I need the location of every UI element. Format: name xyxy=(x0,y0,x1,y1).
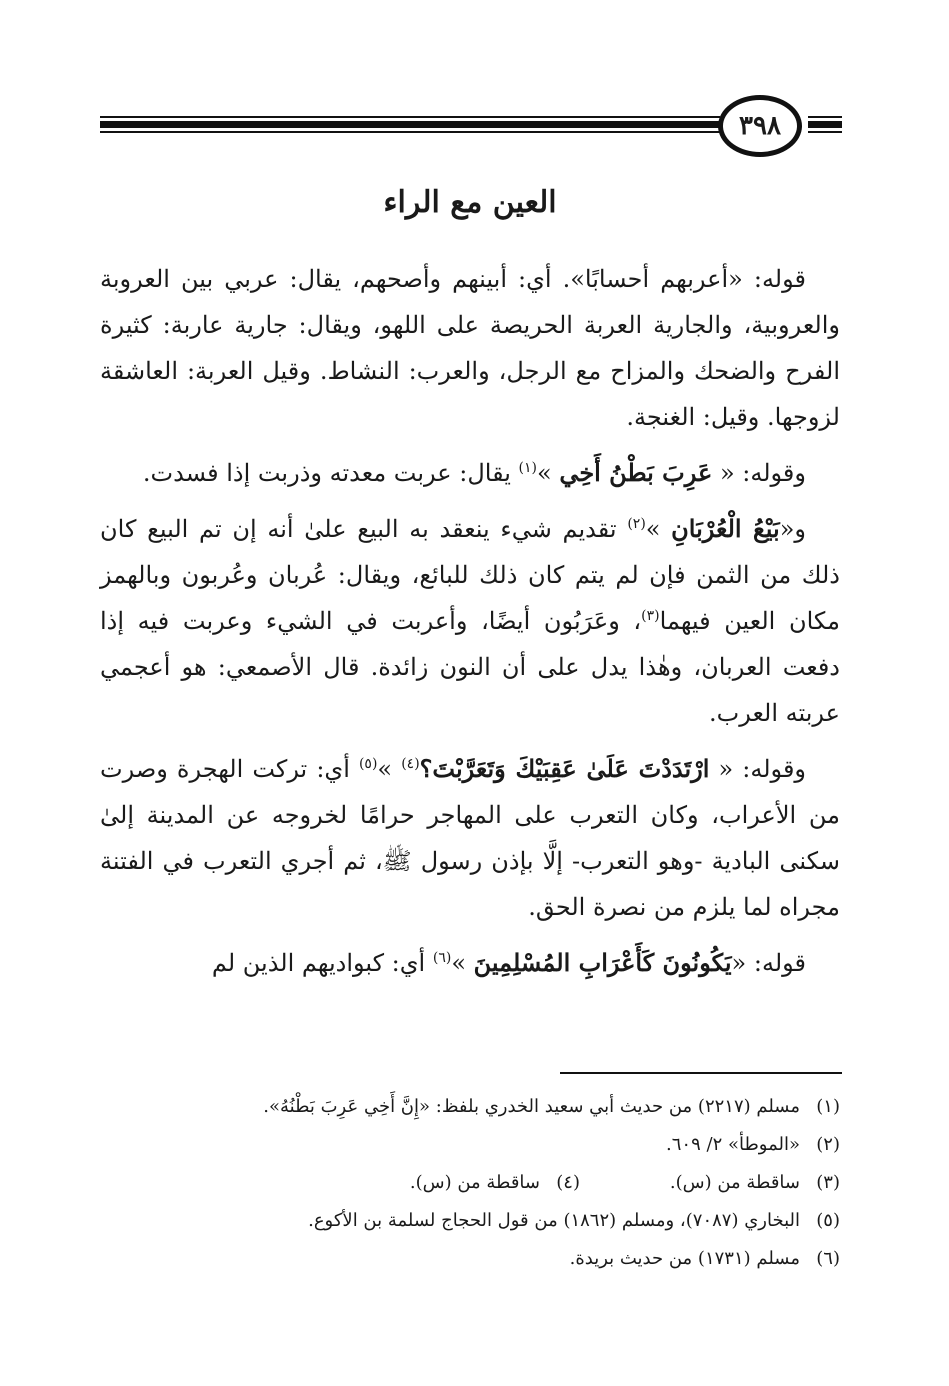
quoted-hadith: يَكُونُونَ كَأَعْرَابِ المُسْلِمِينَ xyxy=(473,948,732,977)
footnote-text: البخاري (٧٠٨٧)، ومسلم (١٨٦٢) من قول الحجاج لسلمة بن الأكوع. xyxy=(308,1210,800,1231)
footnote-item xyxy=(320,1164,580,1202)
header-rule-stub xyxy=(808,131,842,133)
paragraph-text: قوله: «أعربهم أحسابًا». أي: أبينهم وأصحهم، يقال: عربي بين العروبة والعروبية، والجارية العربة الحريصة على اللهو، ويقال: جارية عاربة: كثيرة الفرح والضحك والمزاح مع الرجل، والعرب: النشاط. وقيل العربة: العاشقة لزوجها. وقيل: الغنجة. xyxy=(100,265,840,431)
page-number: ٣٩٨ xyxy=(718,95,802,157)
footnote-divider xyxy=(560,1072,842,1074)
footnote-ref: (٣) xyxy=(641,608,660,624)
paragraph-text: و« xyxy=(779,515,806,543)
paragraph-text: وقوله: « xyxy=(709,755,807,783)
paragraph-text: ، وعَرَبُون أيضًا، وأعربت في الشيء وعربت فيه إذا دفعت العربان، وهٰذا يدل على أن النون زائدة. قال الأصمعي: هو أعجمي عربته العرب. xyxy=(100,607,840,727)
footnote-text: مسلم (٢٢١٧) من حديث أبي سعيد الخدري بلفظ: «إِنَّ أَخِي عَرِبَ بَطْنُهُ». xyxy=(263,1096,800,1117)
footnote-number: (١) xyxy=(816,1096,840,1117)
paragraph-text: » xyxy=(645,515,672,543)
header-rule xyxy=(100,131,720,133)
footnote-text: ساقطة من (س). xyxy=(409,1172,540,1193)
paragraph-text: » xyxy=(537,459,560,487)
paragraph-text: وقوله: « xyxy=(712,459,806,487)
footnote-text: ساقطة من (س). xyxy=(669,1172,800,1193)
paragraph-text: قوله: « xyxy=(731,949,806,977)
body-text xyxy=(100,256,840,996)
paragraph-text: تقديم شيء ينعقد به البيع علىٰ أنه إن تم البيع كان ذلك من الثمن فإن لم يتم كان ذلك للبائع، ويقال: عُربان وعُربون وبالهمز مكان العين فيهما xyxy=(100,515,841,635)
footnote-ref: (٦) xyxy=(432,950,452,966)
page-header xyxy=(0,95,949,165)
footnote-text: مسلم (١٧٣١) من حديث بريدة. xyxy=(569,1248,800,1269)
footnote-row-split xyxy=(100,1164,840,1202)
paragraph-text: » xyxy=(377,755,402,783)
footnote-number: (٥) xyxy=(816,1210,840,1231)
footnote-item xyxy=(100,1240,840,1278)
paragraph xyxy=(100,450,840,496)
footnote-ref: (١) xyxy=(518,460,537,476)
paragraph xyxy=(100,940,840,986)
paragraph-text: » xyxy=(451,949,474,977)
quoted-hadith: بَيْعُ الْعُرْبَانِ xyxy=(671,514,780,543)
footnote-item xyxy=(100,1202,840,1240)
footnote-item xyxy=(580,1164,840,1202)
footnote-ref: (٤) xyxy=(401,756,420,772)
footnote-ref: (٢) xyxy=(627,516,646,532)
footnote-number: (٦) xyxy=(816,1248,840,1269)
footnote-number: (٢) xyxy=(816,1134,840,1155)
header-rule-stub xyxy=(808,121,842,128)
quoted-hadith: عَرِبَ بَطْنُ أَخِي xyxy=(559,458,713,487)
paragraph xyxy=(100,746,840,930)
footnote-item xyxy=(100,1126,840,1164)
section-title: العين مع الراء xyxy=(383,185,557,220)
footnotes xyxy=(100,1088,840,1278)
footnote-item xyxy=(100,1088,840,1126)
paragraph-text: أي: تركت الهجرة وصرت من الأعراب، وكان التعرب على المهاجر حرامًا لخروجه عن المدينة إلىٰ سكنى البادية -وهو التعرب- إلَّا بإذن رسول ﷺ، ثم أجري التعرب في الفتنة مجراه لما يلزم من نصرة الحق. xyxy=(100,755,840,921)
header-rule-stub xyxy=(808,116,842,118)
paragraph xyxy=(100,506,840,736)
paragraph-text: أي: كبواديهم الذين لم xyxy=(211,949,433,977)
header-rule xyxy=(100,116,720,118)
footnote-number: (٣) xyxy=(816,1172,840,1193)
paragraph-text: يقال: عربت معدته وذربت إذا فسدت. xyxy=(142,459,519,487)
header-rule xyxy=(100,121,720,128)
footnote-text: «الموطأ» ٢/ ٦٠٩. xyxy=(666,1134,800,1155)
quoted-hadith: ارْتَدَدْتَ عَلَىٰ عَقِبَيْكَ وَتَعَرَّبْتَ؟ xyxy=(419,754,710,783)
footnote-ref: (٥) xyxy=(358,756,378,772)
footnote-number: (٤) xyxy=(556,1172,580,1193)
paragraph xyxy=(100,256,840,440)
